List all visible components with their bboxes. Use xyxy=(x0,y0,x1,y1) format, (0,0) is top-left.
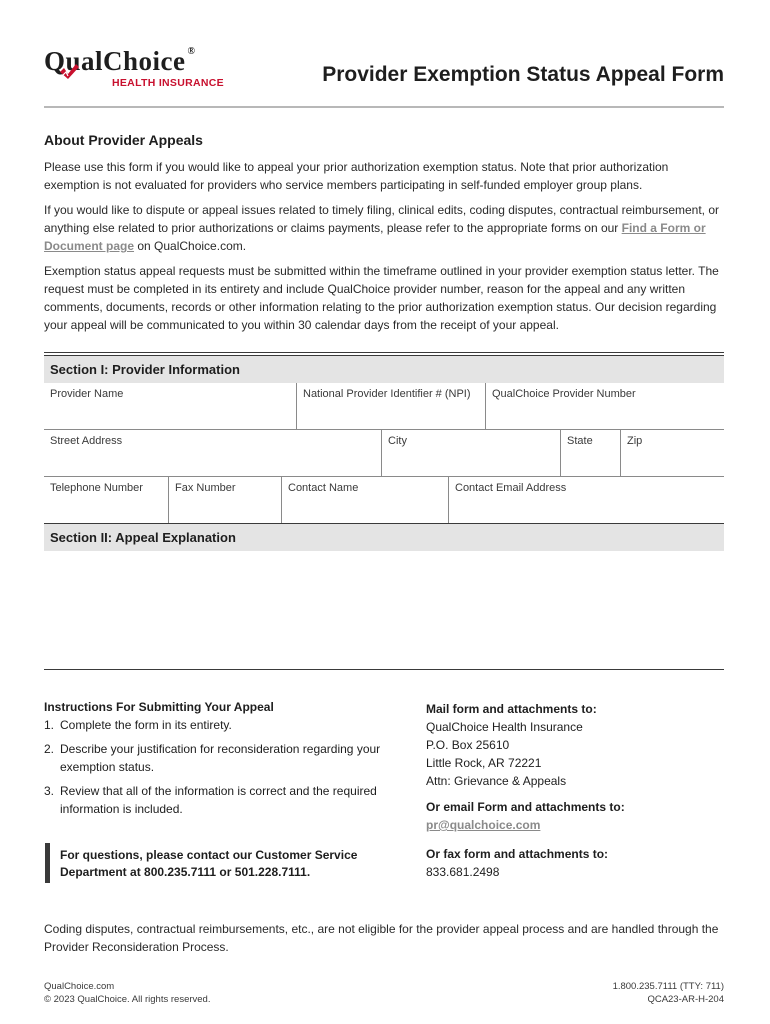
mail-line-4: Attn: Grievance & Appeals xyxy=(426,774,567,788)
footer-phone: 1.800.235.7111 (TTY: 711) xyxy=(612,981,724,992)
section-2-header xyxy=(44,523,724,551)
find-form-link[interactable]: Find a Form or Document page xyxy=(44,221,706,253)
contact-email-field[interactable]: Contact Email Address xyxy=(455,482,567,494)
street-address-field[interactable]: Street Address xyxy=(44,430,382,477)
footer-left xyxy=(44,980,210,1006)
contact-name-field[interactable]: Contact Name xyxy=(282,477,449,524)
qualchoice-provider-number-field[interactable]: QualChoice Provider Number xyxy=(486,383,724,430)
mail-line-3: Little Rock, AR 72221 xyxy=(426,756,542,770)
fax-number: 833.681.2498 xyxy=(426,865,500,879)
fax-block xyxy=(426,845,726,881)
zip-field[interactable]: Zip xyxy=(621,430,724,477)
fax-field[interactable]: Fax Number xyxy=(169,477,282,524)
list-item: 3. Review that all of the information is correct and the required information is included. xyxy=(44,784,377,816)
footer-site: QualChoice.com xyxy=(44,981,115,992)
state-field[interactable]: State xyxy=(561,430,621,477)
provider-name-field[interactable]: Provider Name xyxy=(44,383,297,430)
mail-line-2: P.O. Box 25610 xyxy=(426,738,510,752)
ineligible-note: Coding disputes, contractual reimbursements, etc., are not eligible for the provider appeal process and are handled through the Provider Reconsideration Process. xyxy=(44,922,719,954)
logo-checkmark-icon xyxy=(58,60,80,82)
telephone-field[interactable]: Telephone Number xyxy=(44,477,169,524)
logo-subtitle: HEALTH INSURANCE xyxy=(112,77,224,89)
footer-right xyxy=(613,980,724,1006)
page-title: Provider Exemption Status Appeal Form xyxy=(322,63,724,86)
logo-registered-mark: ® xyxy=(187,46,196,57)
logo-wordmark: QualChoice xyxy=(44,46,186,76)
mail-heading: Mail form and attachments to: xyxy=(426,702,597,716)
section-1-header xyxy=(44,355,724,383)
callout-bar xyxy=(45,843,50,883)
email-heading: Or email Form and attachments to: xyxy=(426,800,625,814)
title-divider xyxy=(44,106,724,108)
mail-line-1: QualChoice Health Insurance xyxy=(426,720,583,734)
instructions-heading: Instructions For Submitting Your Appeal xyxy=(44,700,274,714)
footer-copyright: © 2023 QualChoice. All rights reserved. xyxy=(44,994,211,1005)
fax-heading: Or fax form and attachments to: xyxy=(426,847,609,861)
email-link[interactable]: pr@qualchoice.com xyxy=(426,818,541,832)
appeal-explanation-field[interactable] xyxy=(44,551,724,670)
customer-service-callout: For questions, please contact our Customer Service Department at 800.235.7111 or 501.228.7111. xyxy=(60,848,358,879)
section-1-top-rule xyxy=(44,352,724,353)
section-1-title: Section I: Provider Information xyxy=(50,362,240,377)
npi-field[interactable]: National Provider Identifier # (NPI) xyxy=(297,383,486,430)
city-field[interactable]: City xyxy=(382,430,561,477)
instructions-list xyxy=(44,716,384,824)
about-paragraph-1: Please use this form if you would like to appeal your prior authorization exemption status. Note that prior authorization exemption is not evaluated for providers who service members participating in self-funded employer group plans. xyxy=(44,160,669,192)
about-paragraph-3: Exemption status appeal requests must be submitted within the timeframe outlined in your provider exemption status letter. The request must be completed in its entirety and include QualChoice provider number, reason for the appeal and any written comments, documents, records or other information relating to the prior authorization exemption status. Our decision regarding your appeal will be communicated to you within 30 calendar days from the receipt of your appeal. xyxy=(44,264,719,332)
list-item: 1. Complete the form in its entirety. xyxy=(44,718,232,732)
about-paragraph-2: If you would like to dispute or appeal issues related to timely filing, clinical edits, coding disputes, contractual reimbursement, or anything else related to prior authorizations or claims payments, please refer to the appropriate forms on our Find a Form or Document page on QualChoice.com. xyxy=(44,203,720,253)
qualchoice-logo xyxy=(44,46,244,92)
email-block xyxy=(426,798,726,834)
footer-code: QCA23-AR-H-204 xyxy=(647,994,724,1005)
list-item: 2. Describe your justification for reconsideration regarding your exemption status. xyxy=(44,742,381,774)
section-2-title: Section II: Appeal Explanation xyxy=(50,530,236,545)
mail-block xyxy=(426,700,726,790)
about-heading: About Provider Appeals xyxy=(44,132,203,148)
